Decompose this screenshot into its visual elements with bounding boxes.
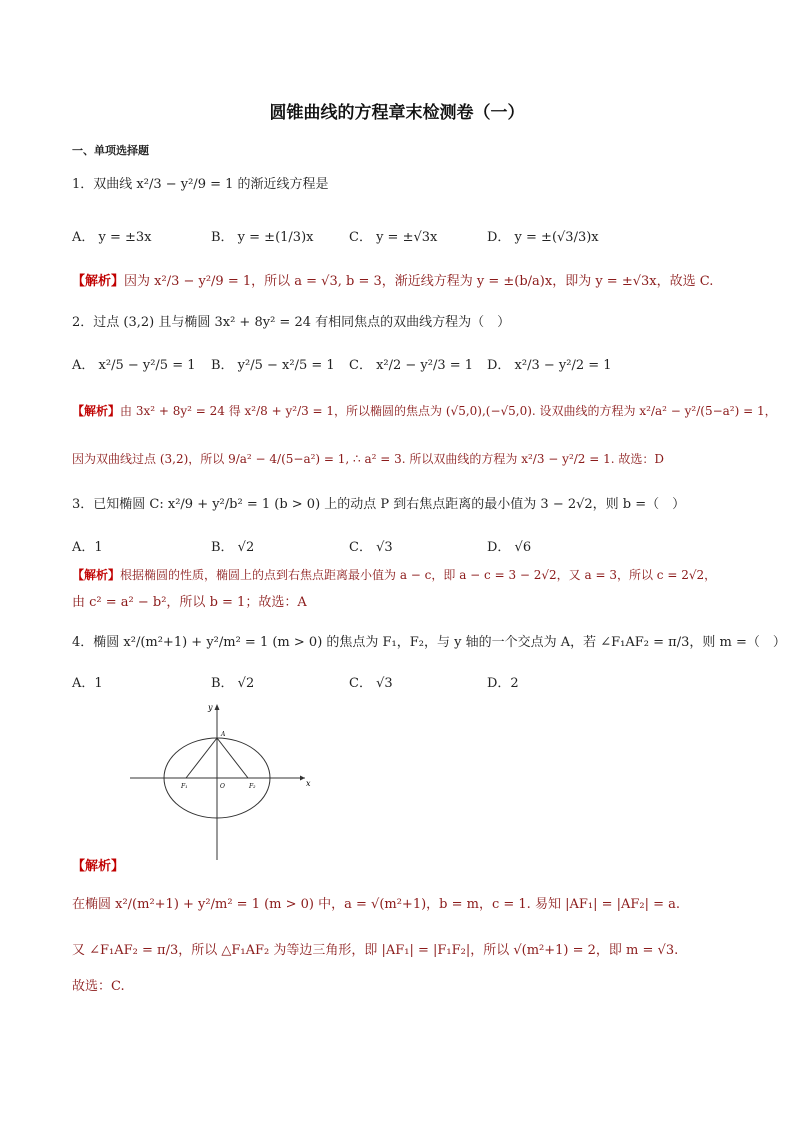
x-axis-arrow — [300, 776, 305, 781]
q3-option-b: B． √2 — [211, 540, 255, 555]
y-axis-label: y — [208, 703, 213, 712]
q4-option-a: A．1 — [72, 676, 103, 691]
point-a-label: A — [221, 731, 226, 738]
q1-option-b: B． y = ±(1/3)x — [211, 230, 314, 245]
q4-option-c: C． √3 — [349, 676, 393, 691]
q3-option-d: D． √6 — [487, 540, 532, 555]
q2-option-d: D． x²/3 − y²/2 = 1 — [487, 358, 612, 373]
q4-option-b: B． √2 — [211, 676, 255, 691]
question-4-stem: 4．椭圆 x²/(m²+1) + y²/m² = 1 (m > 0) 的焦点为 F₁，F₂，与 y 轴的一个交点为 A，若 ∠F₁AF₂ = π/3，则 m =（ ） — [72, 635, 786, 650]
y-axis-arrow — [215, 704, 220, 710]
q4-analysis-label — [72, 858, 124, 876]
analysis-label: 【解析】 — [72, 568, 121, 582]
q2-option-a: A． x²/5 − y²/5 = 1 — [72, 358, 196, 373]
q3-analysis-text-1: 根据椭圆的性质，椭圆上的点到右焦点距离最小值为 a − c，即 a − c = 3 − 2√2，又 a = 3，所以 c = 2√2， — [120, 568, 717, 582]
q1-option-a: A． y = ±3x — [72, 230, 152, 245]
q4-analysis-line-1: 在椭圆 x²/(m²+1) + y²/m² = 1 (m > 0) 中，a = √(m²+1)，b = m，c = 1. 易知 |AF₁| = |AF₂| = a. — [72, 897, 681, 912]
q2-analysis-text-1: 由 3x² + 8y² = 24 得 x²/8 + y²/3 = 1，所以椭圆的焦点为 (√5,0),(−√5,0). 设双曲线的方程为 x²/a² − y²/(5−a²) = 1， — [120, 404, 777, 418]
q4-analysis-line-3: 故选：C. — [72, 979, 125, 994]
question-3-stem: 3．已知椭圆 C: x²/9 + y²/b² = 1 (b > 0) 上的动点 P 到右焦点距离的最小值为 3 − 2√2，则 b =（ ） — [72, 497, 686, 512]
origin-label: O — [220, 783, 225, 790]
analysis-label: 【解析】 — [72, 859, 125, 874]
q4-analysis-line-2: 又 ∠F₁AF₂ = π/3，所以 △F₁AF₂ 为等边三角形，即 |AF₁| = |F₁F₂|，所以 √(m²+1) = 2，即 m = √3. — [72, 943, 679, 958]
q3-option-c: C． √3 — [349, 540, 393, 555]
q3-analysis-line-2: 由 c² = a² − b²，所以 b = 1；故选：A — [72, 595, 307, 610]
q3-analysis-line-1 — [72, 566, 716, 584]
segment-af2 — [217, 738, 248, 778]
analysis-label: 【解析】 — [72, 274, 125, 289]
section-heading: 一、单项选择题 — [72, 144, 149, 157]
q2-option-b: B． y²/5 − x²/5 = 1 — [211, 358, 335, 373]
analysis-label: 【解析】 — [72, 404, 121, 418]
q2-analysis-line-1 — [72, 402, 777, 420]
segment-af1 — [186, 738, 217, 778]
point-f1-label: F₁ — [181, 783, 188, 790]
question-1-stem: 1．双曲线 x²/3 − y²/9 = 1 的渐近线方程是 — [72, 177, 329, 192]
x-axis-label: x — [306, 779, 311, 788]
q4-option-d: D．2 — [487, 676, 519, 691]
q3-option-a: A．1 — [72, 540, 103, 555]
q1-analysis — [72, 273, 713, 291]
q1-option-d: D． y = ±(√3/3)x — [487, 230, 599, 245]
point-f2-label: F₂ — [249, 783, 256, 790]
ellipse-figure — [130, 700, 320, 860]
question-2-stem: 2．过点 (3,2) 且与椭圆 3x² + 8y² = 24 有相同焦点的双曲线方程为（ ） — [72, 315, 511, 330]
q1-option-c: C． y = ±√3x — [349, 230, 438, 245]
q2-option-c: C． x²/2 − y²/3 = 1 — [349, 358, 474, 373]
q2-analysis-line-2: 因为双曲线过点 (3,2)，所以 9/a² − 4/(5−a²) = 1, ∴ a² = 3. 所以双曲线的方程为 x²/3 − y²/2 = 1. 故选：D — [72, 452, 664, 466]
page-title: 圆锥曲线的方程章末检测卷（一） — [269, 103, 525, 123]
q1-analysis-text: 因为 x²/3 − y²/9 = 1，所以 a = √3, b = 3，渐近线方程为 y = ±(b/a)x，即为 y = ±√3x，故选 C. — [124, 274, 714, 289]
